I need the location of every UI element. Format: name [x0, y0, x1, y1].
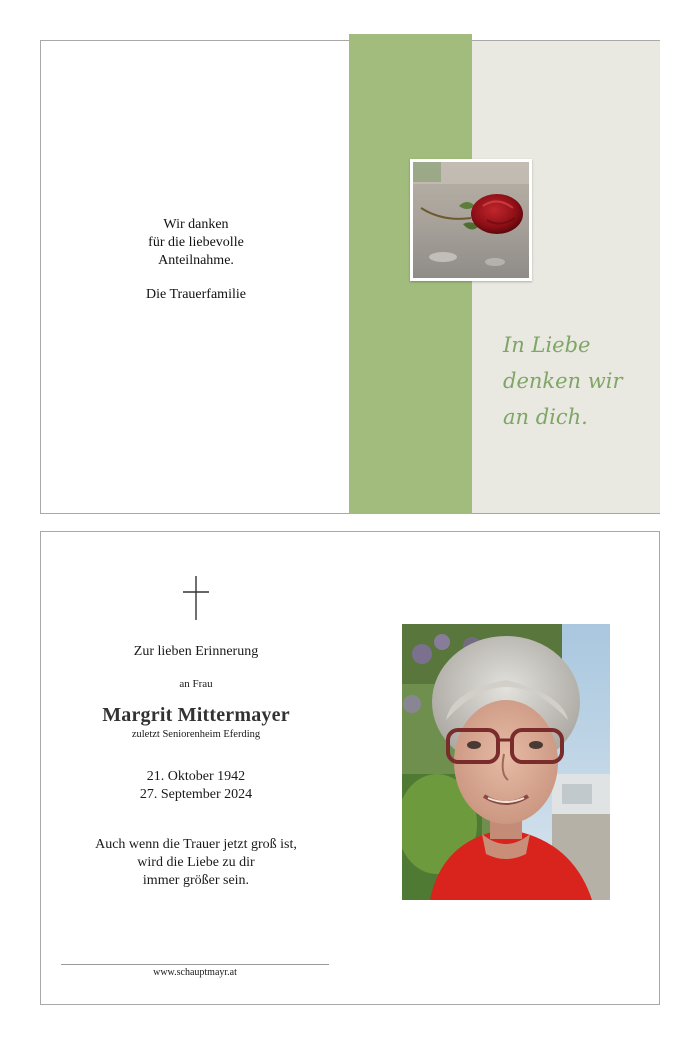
quote-line-2: wird die Liebe zu dir	[137, 855, 255, 870]
footer-divider	[61, 964, 329, 965]
thanks-line-1: Wir danken	[163, 217, 229, 232]
thanks-line-2: für die liebevolle	[148, 235, 244, 250]
thanks-line-3: Anteilnahme.	[158, 253, 234, 268]
quote-line-1: Auch wenn die Trauer jetzt groß ist,	[95, 837, 297, 852]
card-front	[40, 40, 660, 514]
deceased-name: Margrit Mittermayer	[102, 704, 290, 726]
card-inside	[40, 531, 660, 1005]
script-verse	[503, 327, 653, 435]
cross-icon	[183, 576, 209, 620]
rose-image	[410, 159, 532, 281]
quote-line-3: immer größer sein.	[142, 873, 250, 888]
salutation: an Frau	[179, 678, 213, 690]
script-line-1: In Liebe	[503, 333, 591, 357]
script-line-2: denken wir	[503, 369, 623, 393]
memorial-quote	[71, 836, 321, 890]
life-dates	[71, 768, 321, 804]
family-signature: Die Trauerfamilie	[146, 287, 246, 302]
remembrance-heading: Zur lieben Erinnerung	[133, 644, 259, 659]
script-line-3: an dich.	[503, 405, 588, 429]
death-date: 27. September 2024	[139, 787, 253, 802]
website-link[interactable]: www.schauptmayr.at	[153, 967, 237, 978]
last-residence: zuletzt Seniorenheim Eferding	[131, 729, 261, 740]
birth-date: 21. Oktober 1942	[146, 769, 246, 784]
thanks-text	[81, 216, 311, 304]
portrait-photo	[402, 624, 610, 900]
